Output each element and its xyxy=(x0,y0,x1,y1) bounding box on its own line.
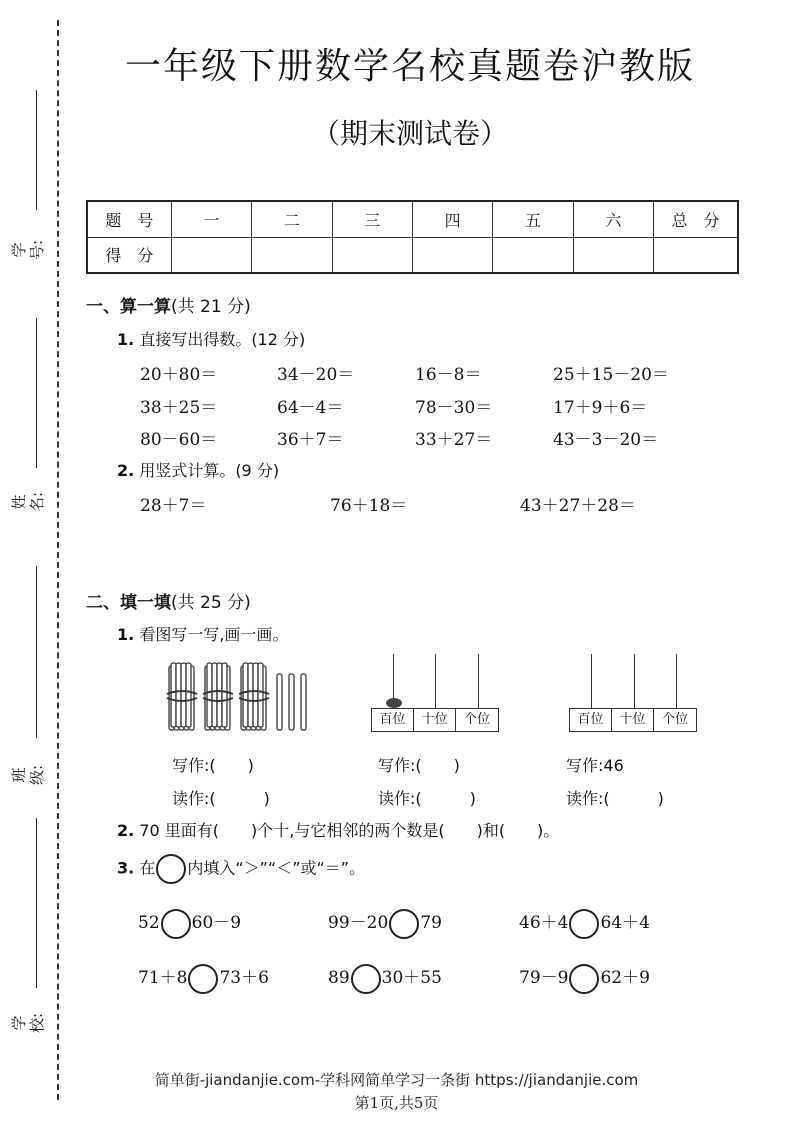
page-title: 一年级下册数学名校真题卷沪教版 xyxy=(124,46,695,87)
place-value-box xyxy=(371,708,499,732)
student-id-label: 学号: xyxy=(10,239,46,261)
s2-question-3 xyxy=(117,854,365,884)
question-text: 直接写出得数。(12 分) xyxy=(139,330,306,349)
header-cell: 四 xyxy=(412,201,492,237)
score-row-label: 得 分 xyxy=(87,237,171,273)
expression: 17＋9＋6＝ xyxy=(553,398,648,418)
question-number: 1. xyxy=(117,625,135,644)
score-cell[interactable] xyxy=(573,237,653,273)
expression: 64－4＝ xyxy=(277,398,344,418)
place-label: 百位 xyxy=(570,709,612,731)
compare-left: 99－20 xyxy=(328,913,389,933)
compare-right: 64＋4 xyxy=(600,913,650,933)
expression: 76＋18＝ xyxy=(330,496,408,516)
header-cell: 二 xyxy=(252,201,332,237)
expression: 25＋15－20＝ xyxy=(553,365,669,385)
place-label: 十位 xyxy=(414,709,456,731)
class-line[interactable] xyxy=(36,566,37,738)
score-cell[interactable] xyxy=(654,237,738,273)
compare-left: 46＋4 xyxy=(519,913,569,933)
s1-question-1 xyxy=(117,327,305,350)
name-line[interactable] xyxy=(36,318,37,468)
expression: 20＋80＝ xyxy=(140,365,218,385)
score-table-score-row xyxy=(87,237,738,273)
header-cell: 五 xyxy=(493,201,573,237)
abacus-bead xyxy=(386,698,402,708)
place-value-box xyxy=(569,708,697,732)
expression: 28＋7＝ xyxy=(140,496,207,516)
score-cell[interactable] xyxy=(171,237,251,273)
s2-question-2 xyxy=(117,818,559,841)
score-cell[interactable] xyxy=(252,237,332,273)
s1-question-2 xyxy=(117,458,279,481)
header-cell: 六 xyxy=(573,201,653,237)
question-number: 2. xyxy=(117,821,135,840)
compare-left: 52 xyxy=(138,913,160,933)
abacus-rod-ones xyxy=(478,654,479,708)
expression: 78－30＝ xyxy=(415,398,493,418)
place-label: 个位 xyxy=(661,712,688,727)
student-id-line[interactable] xyxy=(36,90,37,210)
read-as-blank[interactable]: 读作:( ) xyxy=(566,789,664,808)
expression: 80－60＝ xyxy=(140,430,218,450)
expression: 33＋27＝ xyxy=(415,430,493,450)
expression: 16－8＝ xyxy=(415,365,482,385)
section-2-points: (共 25 分) xyxy=(171,593,251,613)
question-text: 用竖式计算。(9 分) xyxy=(139,461,280,480)
abacus-rod-tens xyxy=(634,654,635,708)
question-text-post: 内填入“＞”“＜”或“＝”。 xyxy=(187,858,366,878)
write-as-46: 写作:46 xyxy=(566,756,624,775)
stick-bundles-picture xyxy=(165,660,315,735)
score-cell[interactable] xyxy=(412,237,492,273)
question-text-pre: 在 xyxy=(139,858,156,878)
comparison-item xyxy=(519,963,650,994)
expression: 43＋27＋28＝ xyxy=(520,496,636,516)
question-text: 看图写一写,画一画。 xyxy=(139,625,289,644)
score-table xyxy=(86,200,739,274)
expression: 43－3－20＝ xyxy=(553,430,659,450)
question-text: 70 里面有( )个十,与它相邻的两个数是( )和( )。 xyxy=(139,821,560,840)
abacus-rod-tens xyxy=(435,654,436,708)
comparison-item xyxy=(328,908,442,939)
compare-left: 89 xyxy=(328,968,350,988)
stick-bundle xyxy=(167,663,197,730)
footer-source: 简单街-jiandanjie.com-学科网简单学习一条街 https://jiandanjie.com xyxy=(154,1071,639,1089)
compare-circle[interactable] xyxy=(188,964,218,994)
compare-circle[interactable] xyxy=(569,964,599,994)
compare-circle-example xyxy=(156,854,186,884)
score-cell[interactable] xyxy=(332,237,412,273)
page-subtitle: （期末测试卷） xyxy=(311,117,508,150)
comparison-item xyxy=(138,908,241,939)
abacus-rod-ones xyxy=(676,654,677,708)
header-cell: 三 xyxy=(332,201,412,237)
place-label: 十位 xyxy=(612,709,654,731)
class-label: 班级: xyxy=(10,764,46,786)
single-stick xyxy=(289,674,294,730)
compare-circle[interactable] xyxy=(569,909,599,939)
binding-dashed-line xyxy=(57,20,59,1100)
compare-right: 60－9 xyxy=(191,913,242,933)
section-1-points: (共 21 分) xyxy=(171,297,251,317)
abacus-rod-hundreds xyxy=(591,654,592,708)
school-label: 学校: xyxy=(10,1012,46,1034)
place-label: 个位 xyxy=(463,712,490,727)
footer-page-number: 第1页,共5页 xyxy=(354,1094,439,1112)
place-label: 百位 xyxy=(372,709,414,731)
question-number: 3. xyxy=(117,858,135,878)
question-number: 2. xyxy=(117,461,135,480)
school-line[interactable] xyxy=(36,818,37,988)
compare-circle[interactable] xyxy=(389,909,419,939)
header-cell: 题 号 xyxy=(87,201,171,237)
write-as-blank[interactable]: 写作:( ) xyxy=(172,756,254,775)
expression: 36＋7＝ xyxy=(277,430,344,450)
question-number: 1. xyxy=(117,330,135,349)
name-label: 姓名: xyxy=(10,491,46,513)
read-as-blank[interactable]: 读作:( ) xyxy=(172,789,270,808)
single-stick xyxy=(301,674,306,730)
compare-right: 62＋9 xyxy=(600,968,650,988)
compare-left: 71＋8 xyxy=(138,968,188,988)
comparison-item xyxy=(328,963,442,994)
compare-circle[interactable] xyxy=(351,964,381,994)
section-1-title: 一、算一算 xyxy=(86,297,171,317)
expression: 38＋25＝ xyxy=(140,398,218,418)
read-as-blank[interactable]: 读作:( ) xyxy=(378,789,476,808)
compare-left: 79－9 xyxy=(519,968,569,988)
compare-circle[interactable] xyxy=(161,909,191,939)
compare-right: 73＋6 xyxy=(219,968,269,988)
header-cell: 一 xyxy=(171,201,251,237)
score-table-header-row xyxy=(87,201,738,237)
stick-bundle xyxy=(203,663,233,730)
comparison-item xyxy=(138,963,269,994)
section-1-heading xyxy=(86,292,251,317)
compare-right: 79 xyxy=(420,913,442,933)
single-stick xyxy=(277,674,282,730)
section-2-title: 二、填一填 xyxy=(86,593,171,613)
comparison-item xyxy=(519,908,650,939)
s2-question-1 xyxy=(117,622,288,645)
header-cell: 总 分 xyxy=(654,201,738,237)
score-cell[interactable] xyxy=(493,237,573,273)
compare-right: 30＋55 xyxy=(381,968,442,988)
expression: 34－20＝ xyxy=(277,365,355,385)
write-as-blank[interactable]: 写作:( ) xyxy=(378,756,460,775)
stick-bundle xyxy=(239,663,269,730)
section-2-heading xyxy=(86,588,251,613)
